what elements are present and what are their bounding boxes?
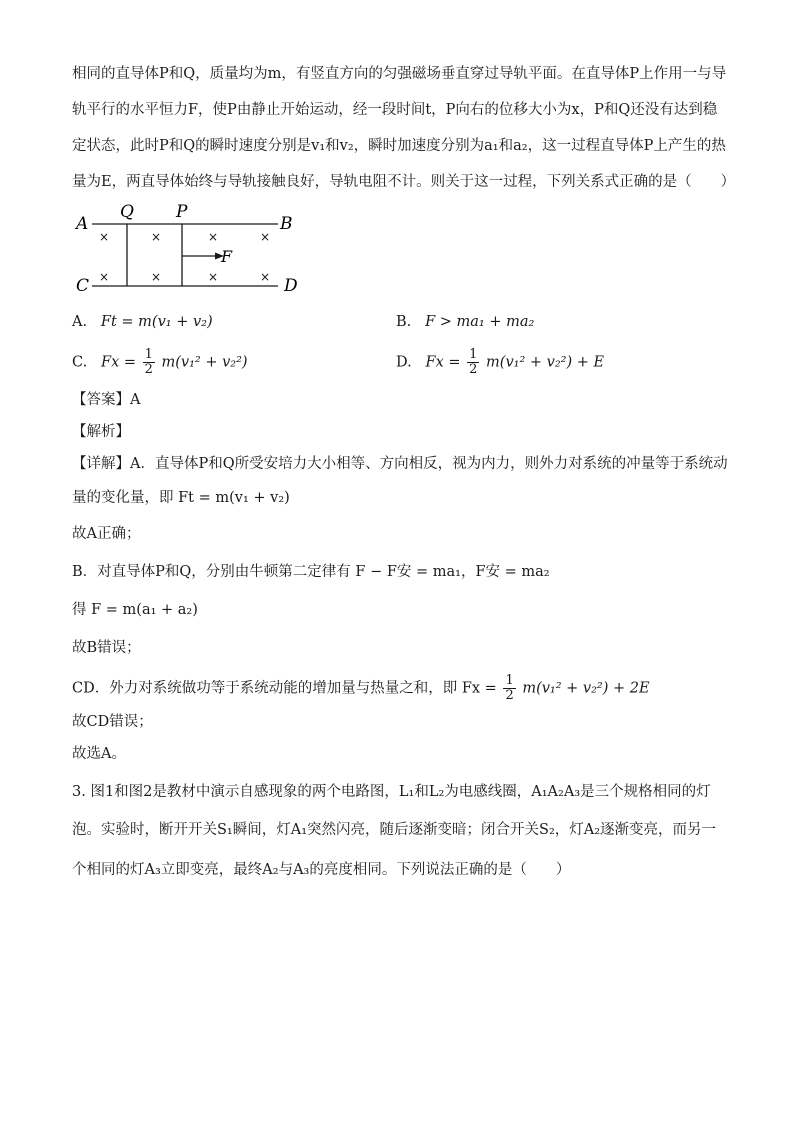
field-cross: × — [208, 230, 219, 244]
rail-diagram — [72, 198, 312, 302]
detail-line-3: 故A正确； — [72, 526, 141, 542]
detail-line-2: 量的变化量，即 Ft = m(v₁ + v₂) — [72, 490, 290, 506]
option-c-fraction: $\frac{1}{2}$ — [144, 347, 153, 377]
option-c — [72, 348, 248, 377]
option-d-letter: D. — [396, 354, 412, 371]
field-cross: × — [260, 270, 271, 284]
option-c-letter: C. — [72, 354, 88, 371]
q3-line-2: 泡。实验时，断开开关S₁瞬间，灯A₁突然闪亮，随后逐渐变暗；闭合开关S₂，灯A₂逐渐变亮，而另一 — [72, 822, 717, 838]
cd-line-fraction: $\frac{1}{2}$ — [505, 673, 514, 703]
label-c: C — [76, 276, 90, 296]
option-d-fraction: $\frac{1}{2}$ — [469, 347, 478, 377]
q3-line-3: 个相同的灯A₃立即变亮，最终A₂与A₃的亮度相同。下列说法正确的是（ ） — [72, 862, 571, 878]
detail-line-5: 得 F = m(a₁ + a₂) — [72, 602, 198, 618]
option-d — [396, 348, 604, 377]
field-cross: × — [260, 230, 271, 244]
option-d-rhs: m(v₁² + v₂²) + E — [486, 354, 605, 371]
option-d-lhs: Fx = — [425, 354, 461, 371]
option-b — [396, 312, 534, 332]
q3-line-1: 3. 图1和图2是教材中演示自感现象的两个电路图，L₁和L₂为电感线圈，A₁A₂A₃是三个规格相同的灯 — [72, 784, 711, 800]
field-cross: × — [99, 230, 110, 244]
intro-line-4: 量为E，两直导体始终与导轨接触良好，导轨电阻不计。则关于这一过程，下列关系式正确的是（ ） — [72, 174, 736, 190]
intro-line-1: 相同的直导体P和Q，质量均为m，有竖直方向的匀强磁场垂直穿过导轨平面。在直导体P上作用一与导 — [72, 66, 727, 82]
field-cross: × — [151, 270, 162, 284]
option-b-letter: B. — [396, 314, 412, 330]
option-c-rhs: m(v₁² + v₂²) — [161, 354, 248, 371]
field-cross: × — [208, 270, 219, 284]
cd-line-rhs: m(v₁² + v₂²) + 2E — [522, 680, 650, 697]
label-f: F — [221, 247, 233, 266]
option-b-expr: F > ma₁ + ma₂ — [425, 314, 535, 330]
option-a-expr: Ft = m(v₁ + v₂) — [100, 314, 213, 330]
intro-line-3: 定状态，此时P和Q的瞬时速度分别是v₁和v₂，瞬时加速度分别为a₁和a₂，这一过程直导体P上产生的热 — [72, 138, 726, 154]
cd-line-text: CD．外力对系统做功等于系统动能的增加量与热量之和，即 Fx = — [72, 680, 497, 697]
option-a — [72, 312, 213, 332]
answer-line: 【答案】A — [72, 392, 141, 408]
analysis-header: 【解析】 — [72, 424, 130, 440]
detail-line-1: 【详解】A．直导体P和Q所受安培力大小相等、方向相反，视为内力，则外力对系统的冲量等于系统动 — [72, 456, 728, 472]
label-p: P — [176, 202, 188, 222]
option-a-letter: A. — [72, 314, 88, 330]
field-cross: × — [151, 230, 162, 244]
label-b: B — [280, 214, 293, 234]
option-c-lhs: Fx = — [101, 354, 137, 371]
label-q: Q — [120, 202, 134, 222]
detail-line-4: B．对直导体P和Q，分别由牛顿第二定律有 F − F安 = ma₁，F安 = ma₂ — [72, 564, 550, 580]
tail-line-1: 故CD错误； — [72, 714, 153, 730]
tail-line-2: 故选A。 — [72, 746, 126, 762]
label-d: D — [284, 276, 298, 296]
intro-line-2: 轨平行的水平恒力F，使P由静止开始运动，经一段时间t，P向右的位移大小为x，P和Q还没有达到稳 — [72, 102, 718, 118]
detail-line-6: 故B错误； — [72, 640, 141, 656]
label-a: A — [76, 214, 89, 234]
field-cross: × — [99, 270, 110, 284]
cd-line — [72, 674, 722, 703]
